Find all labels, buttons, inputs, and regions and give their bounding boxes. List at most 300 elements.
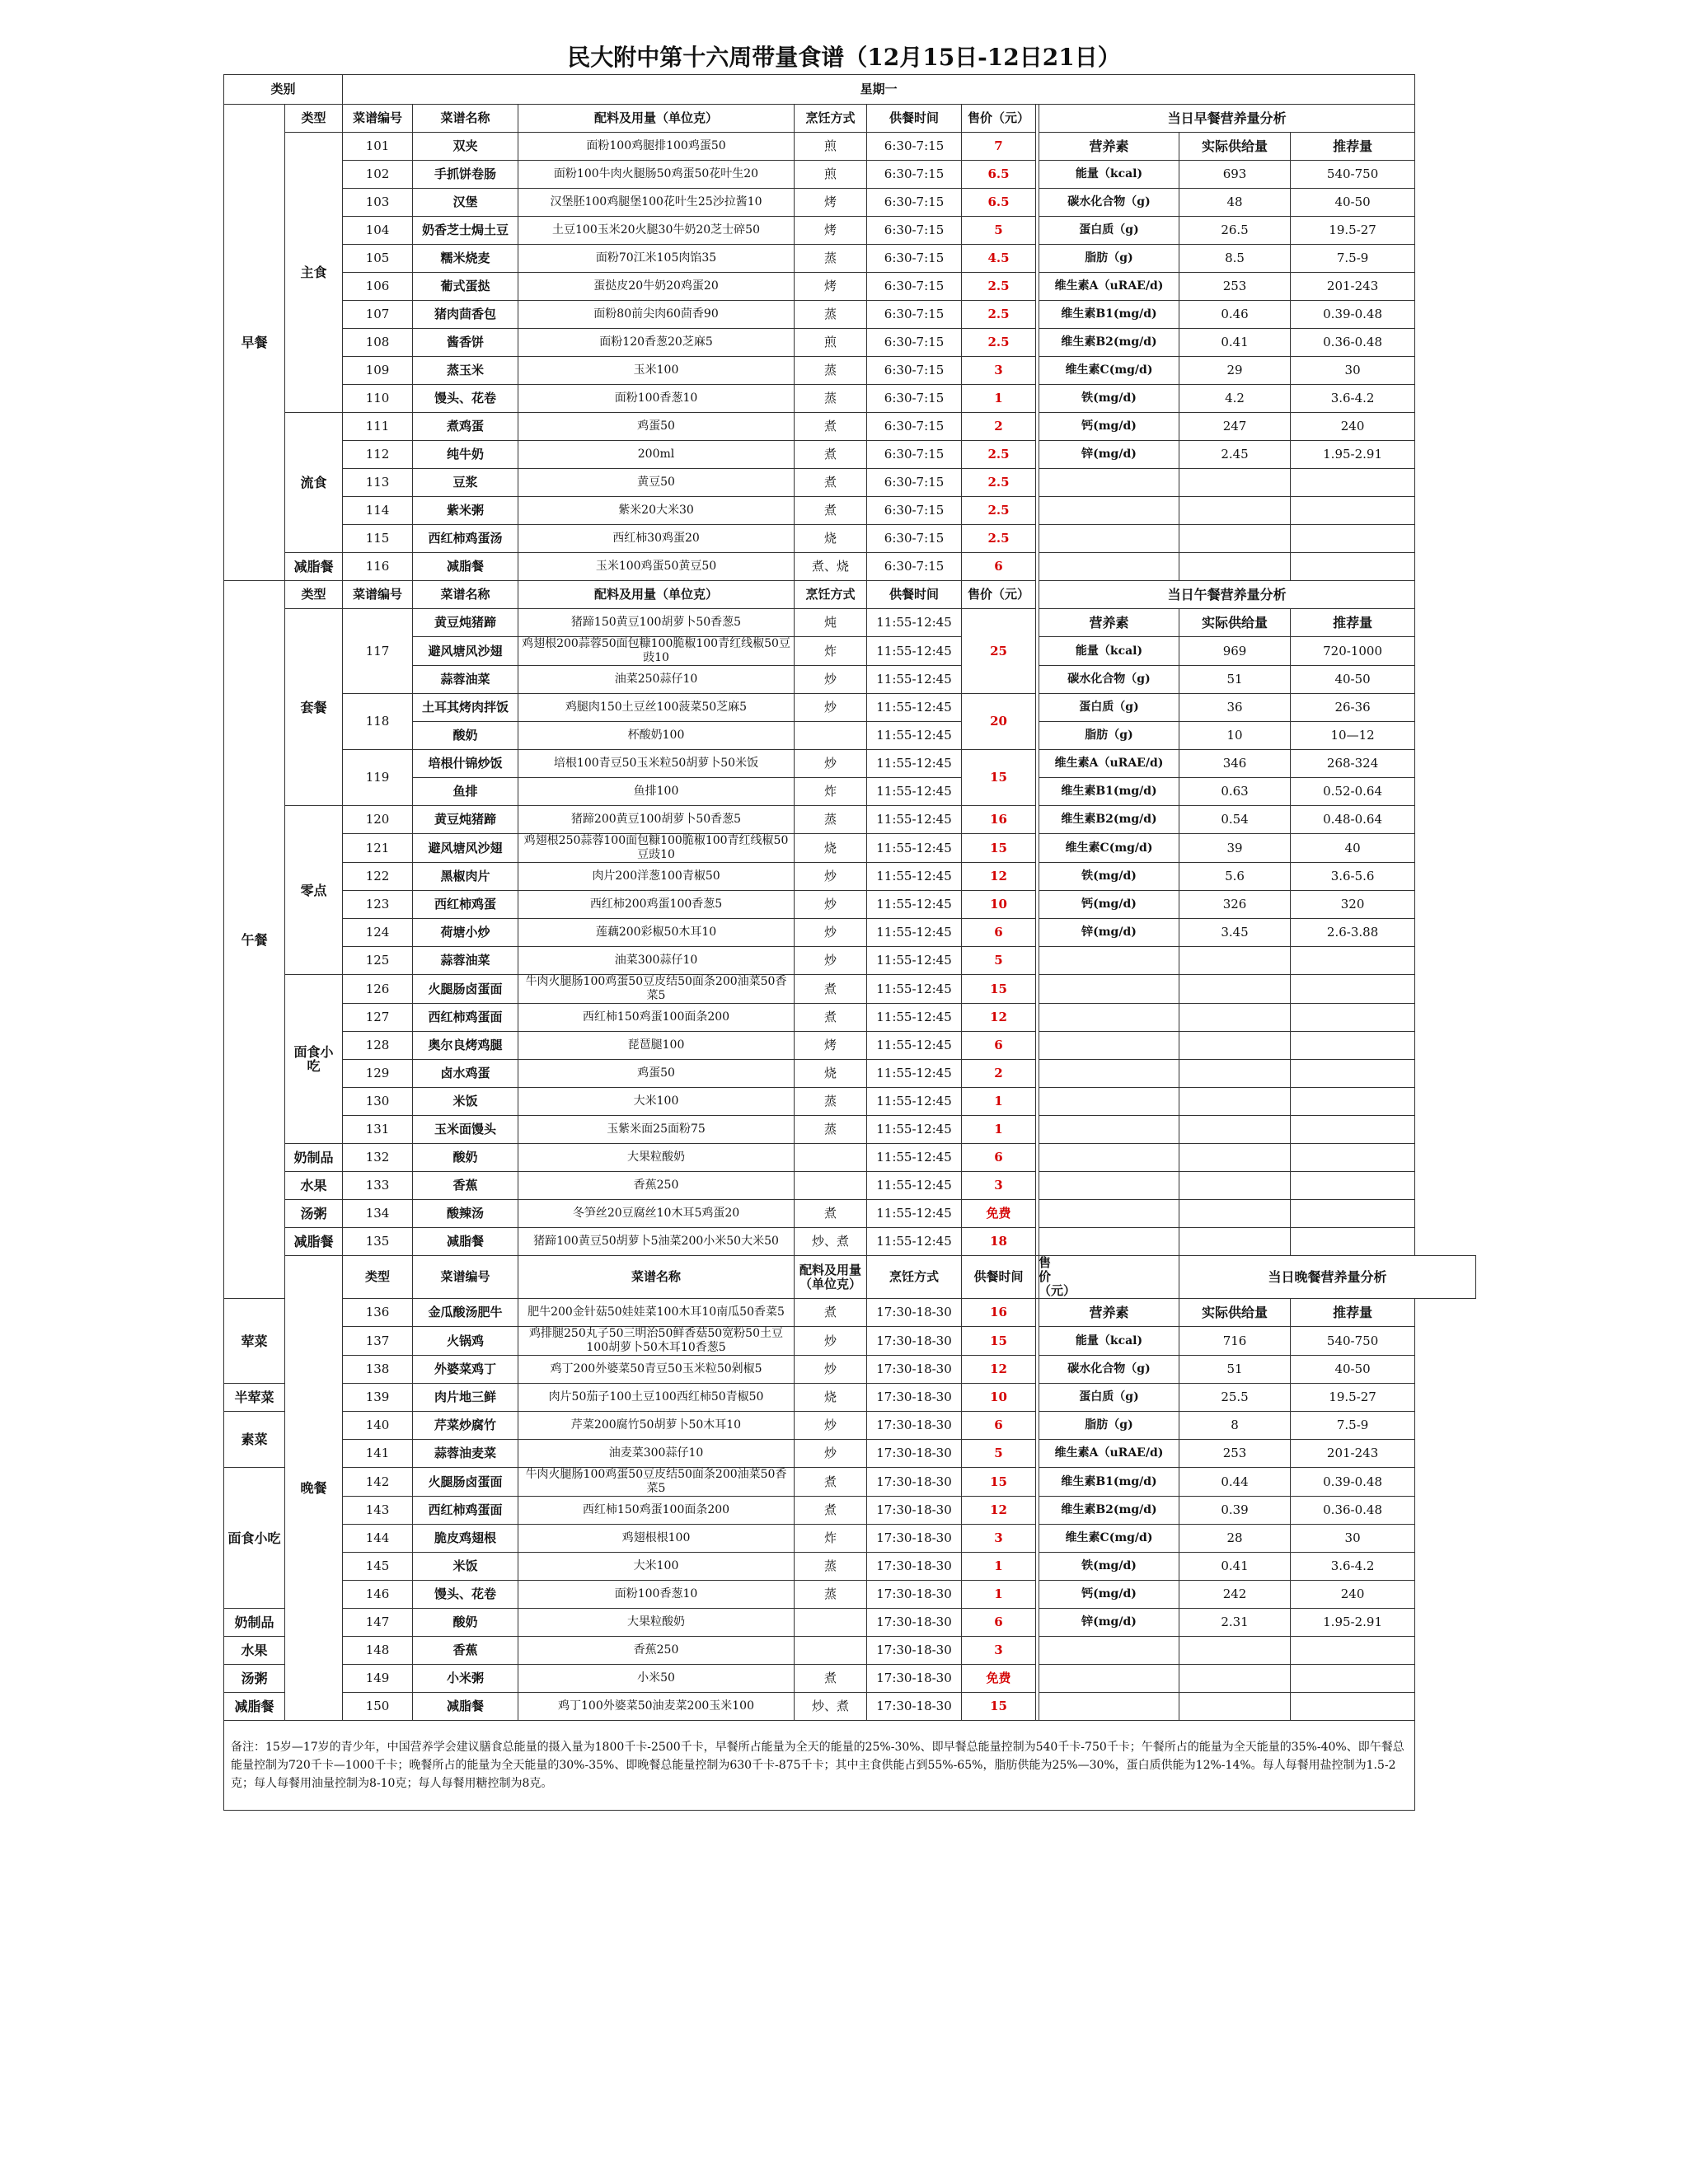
nutrition-recommended: 40-50: [1291, 666, 1415, 694]
col-time-header: 供餐时间: [962, 1256, 1036, 1299]
dish-name: 酸奶: [413, 722, 518, 750]
dish-ingredients: 琵琶腿100: [518, 1032, 795, 1060]
serving-time: 6:30-7:15: [867, 273, 962, 301]
dish-name: 猪肉茴香包: [413, 301, 518, 329]
dish-name: 纯牛奶: [413, 441, 518, 469]
dish-ingredients: 培根100青豆50玉米粒50胡萝卜50米饭: [518, 750, 795, 778]
dish-group: 减脂餐: [285, 1228, 343, 1256]
nutrition-actual: 8: [1179, 1412, 1291, 1440]
dish-ingredients: 面粉100香葱10: [518, 385, 795, 413]
nutrition-empty-cell: [1039, 497, 1179, 525]
col-name-header: 菜谱名称: [413, 581, 518, 609]
cooking-method: 烤: [795, 273, 867, 301]
cooking-method: 煮、烧: [795, 553, 867, 581]
dish-name: 汉堡: [413, 189, 518, 217]
cooking-method: 煮: [795, 1004, 867, 1032]
serving-time: 11:55-12:45: [867, 1228, 962, 1256]
nutrition-item: 锌(mg/d): [1039, 919, 1179, 947]
nutrition-empty-cell: [1039, 1228, 1179, 1256]
dish-code: 147: [343, 1609, 413, 1637]
dish-name: 香蕉: [413, 1172, 518, 1200]
dish-price: 5: [962, 1440, 1036, 1468]
dish-price: 6.5: [962, 189, 1036, 217]
dish-code: 110: [343, 385, 413, 413]
nutrition-empty-cell: [1291, 1144, 1415, 1172]
nutrition-actual: 247: [1179, 413, 1291, 441]
nutrition-empty-cell: [1291, 1693, 1415, 1721]
dish-code: 136: [343, 1299, 413, 1327]
nutrition-empty-cell: [1179, 947, 1291, 975]
dish-name: 奶香芝士焗土豆: [413, 217, 518, 245]
nutrition-item: 维生素B1(mg/d): [1039, 1468, 1179, 1497]
nutrition-empty-cell: [1039, 525, 1179, 553]
dish-ingredients: 猪蹄200黄豆100胡萝卜50香葱5: [518, 806, 795, 834]
col-price-header: 售价（元）: [962, 581, 1036, 609]
nutrition-empty-cell: [1039, 1200, 1179, 1228]
nutrition-recommended: 30: [1291, 357, 1415, 385]
nutrition-item: 维生素B2(mg/d): [1039, 1497, 1179, 1525]
dish-price: 4.5: [962, 245, 1036, 273]
dish-price: 15: [962, 1327, 1036, 1356]
dish-ingredients: 玉紫米面25面粉75: [518, 1116, 795, 1144]
dish-price: 6: [962, 553, 1036, 581]
nutrition-item: 铁(mg/d): [1039, 385, 1179, 413]
nutrition-recommended: 3.6-4.2: [1291, 385, 1415, 413]
nutrition-item: 碳水化合物（g): [1039, 189, 1179, 217]
nutrition-actual: 253: [1179, 1440, 1291, 1468]
dish-ingredients: 汉堡胚100鸡腿堡100花叶生25沙拉酱10: [518, 189, 795, 217]
dish-price: 16: [962, 1299, 1036, 1327]
dish-ingredients: 猪蹄150黄豆100胡萝卜50香葱5: [518, 609, 795, 637]
nutrition-empty-cell: [1039, 975, 1179, 1004]
dish-group: 零点: [285, 806, 343, 975]
nutrition-item: 锌(mg/d): [1039, 441, 1179, 469]
nutrition-empty-cell: [1039, 1172, 1179, 1200]
nutrition-actual: 346: [1179, 750, 1291, 778]
cooking-method: 煮: [795, 975, 867, 1004]
dish-group: 奶制品: [285, 1144, 343, 1172]
nutrition-empty-cell: [1291, 469, 1415, 497]
nutrition-recommended: 540-750: [1291, 1327, 1415, 1356]
dish-code: 145: [343, 1553, 413, 1581]
nutrition-item: 维生素B1(mg/d): [1039, 301, 1179, 329]
dish-price: 免费: [962, 1200, 1036, 1228]
col-time-header: 供餐时间: [867, 581, 962, 609]
dish-code: 115: [343, 525, 413, 553]
dish-price: 6: [962, 919, 1036, 947]
nutrition-recommended: 7.5-9: [1291, 245, 1415, 273]
serving-time: 6:30-7:15: [867, 413, 962, 441]
serving-time: 17:30-18-30: [867, 1609, 962, 1637]
serving-time: 6:30-7:15: [867, 161, 962, 189]
nutrition-recommended: 26-36: [1291, 694, 1415, 722]
cooking-method: [795, 1609, 867, 1637]
nutrition-recommended: 30: [1291, 1525, 1415, 1553]
serving-time: 17:30-18-30: [867, 1693, 962, 1721]
dish-code: 140: [343, 1412, 413, 1440]
nutrition-empty-cell: [1039, 469, 1179, 497]
serving-time: 6:30-7:15: [867, 357, 962, 385]
cooking-method: 炒: [795, 1327, 867, 1356]
cooking-method: 蒸: [795, 1553, 867, 1581]
nutrition-actual: 716: [1179, 1327, 1291, 1356]
dish-price: 2.5: [962, 301, 1036, 329]
nutrition-analysis-title: 当日晚餐营养量分析: [1179, 1256, 1476, 1299]
serving-time: 17:30-18-30: [867, 1497, 962, 1525]
dish-name: 减脂餐: [413, 1228, 518, 1256]
nutrition-item: 脂肪（g): [1039, 1412, 1179, 1440]
nutrition-actual: 25.5: [1179, 1384, 1291, 1412]
dish-ingredients: 西红柿150鸡蛋100面条200: [518, 1004, 795, 1032]
serving-time: 6:30-7:15: [867, 469, 962, 497]
dish-ingredients: 油麦菜300蒜仔10: [518, 1440, 795, 1468]
dish-group: 汤粥: [224, 1665, 285, 1693]
page-title: 民大附中第十六周带量食谱（12月15日-12日21日）: [567, 44, 1121, 71]
dish-price: 1: [962, 1116, 1036, 1144]
serving-time: 6:30-7:15: [867, 133, 962, 161]
col-price-header: 售价（元）: [1036, 1256, 1039, 1299]
cooking-method: 蒸: [795, 1581, 867, 1609]
cooking-method: [795, 722, 867, 750]
weekday-header: 星期一: [343, 75, 1415, 105]
serving-time: 11:55-12:45: [867, 975, 962, 1004]
nutrition-actual: 2.45: [1179, 441, 1291, 469]
set-meal-code: 119: [343, 750, 413, 806]
cooking-method: 煮: [795, 1665, 867, 1693]
dish-name: 米饭: [413, 1553, 518, 1581]
nutrition-empty-cell: [1179, 1693, 1291, 1721]
nutrition-item: 维生素C(mg/d): [1039, 1525, 1179, 1553]
nutrition-empty-cell: [1179, 1088, 1291, 1116]
serving-time: 6:30-7:15: [867, 217, 962, 245]
dish-name: 黄豆炖猪蹄: [413, 806, 518, 834]
col-code-header: 菜谱编号: [343, 581, 413, 609]
dish-price: 5: [962, 947, 1036, 975]
cooking-method: 煮: [795, 1468, 867, 1497]
dish-ingredients: 猪蹄100黄豆50胡萝卜5油菜200小米50大米50: [518, 1228, 795, 1256]
nutrition-item: 脂肪（g): [1039, 245, 1179, 273]
dish-price: 2.5: [962, 469, 1036, 497]
dish-ingredients: 鸡蛋50: [518, 1060, 795, 1088]
dish-ingredients: 黄豆50: [518, 469, 795, 497]
dish-price: 15: [962, 975, 1036, 1004]
dish-ingredients: 鸡翅根根100: [518, 1525, 795, 1553]
cooking-method: 煮: [795, 1299, 867, 1327]
cooking-method: 煮: [795, 441, 867, 469]
cooking-method: 炒: [795, 1412, 867, 1440]
dish-code: 113: [343, 469, 413, 497]
nutrition-recommended: 40: [1291, 834, 1415, 863]
dish-code: 106: [343, 273, 413, 301]
serving-time: 11:55-12:45: [867, 750, 962, 778]
dish-name: 芹菜炒腐竹: [413, 1412, 518, 1440]
serving-time: 11:55-12:45: [867, 1200, 962, 1228]
dish-ingredients: 鸡蛋50: [518, 413, 795, 441]
dish-ingredients: 大米100: [518, 1553, 795, 1581]
dish-name: 西红柿鸡蛋面: [413, 1497, 518, 1525]
dish-code: 138: [343, 1356, 413, 1384]
dish-price: 10: [962, 1384, 1036, 1412]
dish-ingredients: 牛肉火腿肠100鸡蛋50豆皮结50面条200油菜50香菜5: [518, 975, 795, 1004]
nutrition-item: 维生素B2(mg/d): [1039, 806, 1179, 834]
serving-time: 11:55-12:45: [867, 1032, 962, 1060]
nutrition-empty-cell: [1179, 1637, 1291, 1665]
nutrition-recommended-header: 推荐量: [1291, 609, 1415, 637]
cooking-method: 炒: [795, 1356, 867, 1384]
dish-code: 132: [343, 1144, 413, 1172]
col-method-header: 烹饪方式: [867, 1256, 962, 1299]
cooking-method: 烧: [795, 525, 867, 553]
dish-ingredients: 土豆100玉米20火腿30牛奶20芝士碎50: [518, 217, 795, 245]
dish-ingredients: 牛肉火腿肠100鸡蛋50豆皮结50面条200油菜50香菜5: [518, 1468, 795, 1497]
dish-name: 脆皮鸡翅根: [413, 1525, 518, 1553]
col-name-header: 菜谱名称: [518, 1256, 795, 1299]
cooking-method: 煎: [795, 329, 867, 357]
serving-time: 11:55-12:45: [867, 666, 962, 694]
dish-code: 130: [343, 1088, 413, 1116]
dish-price: 18: [962, 1228, 1036, 1256]
nutrition-actual: 969: [1179, 637, 1291, 666]
nutrition-actual: 0.41: [1179, 1553, 1291, 1581]
dish-name: 香蕉: [413, 1637, 518, 1665]
cooking-method: 烤: [795, 189, 867, 217]
nutrition-item: 钙(mg/d): [1039, 413, 1179, 441]
dish-group: 面食小吃: [224, 1468, 285, 1609]
nutrition-actual: 0.54: [1179, 806, 1291, 834]
nutrition-empty-cell: [1291, 1637, 1415, 1665]
dish-group: 减脂餐: [285, 553, 343, 581]
dish-code: 133: [343, 1172, 413, 1200]
nutrition-actual: 26.5: [1179, 217, 1291, 245]
nutrition-item: 维生素C(mg/d): [1039, 357, 1179, 385]
nutrition-recommended: 3.6-5.6: [1291, 863, 1415, 891]
dish-name: 减脂餐: [413, 1693, 518, 1721]
nutrition-empty-cell: [1179, 1228, 1291, 1256]
nutrition-item: 蛋白质（g): [1039, 217, 1179, 245]
nutrition-empty-cell: [1039, 1144, 1179, 1172]
dish-name: 避风塘风沙翅: [413, 834, 518, 863]
dish-price: 2: [962, 1060, 1036, 1088]
dish-ingredients: 大米100: [518, 1088, 795, 1116]
nutrition-actual: 51: [1179, 1356, 1291, 1384]
serving-time: 17:30-18-30: [867, 1525, 962, 1553]
nutrition-empty-cell: [1291, 1665, 1415, 1693]
col-type-header: 类型: [285, 105, 343, 133]
dish-code: 143: [343, 1497, 413, 1525]
serving-time: 11:55-12:45: [867, 947, 962, 975]
nutrition-recommended: 7.5-9: [1291, 1412, 1415, 1440]
category-header: 类别: [224, 75, 343, 105]
nutrition-empty-cell: [1039, 1088, 1179, 1116]
cooking-method: 蒸: [795, 385, 867, 413]
nutrition-empty-cell: [1179, 525, 1291, 553]
dish-name: 肉片地三鲜: [413, 1384, 518, 1412]
dish-ingredients: 鸡丁200外婆菜50青豆50玉米粒50剁椒5: [518, 1356, 795, 1384]
dish-group: 流食: [285, 413, 343, 553]
nutrition-recommended: 201-243: [1291, 273, 1415, 301]
dish-name: 荷塘小炒: [413, 919, 518, 947]
nutrition-item: 维生素A（uRAE/d): [1039, 750, 1179, 778]
cooking-method: 蒸: [795, 1088, 867, 1116]
dish-group: 套餐: [285, 609, 343, 806]
nutrition-item: 钙(mg/d): [1039, 1581, 1179, 1609]
cooking-method: 炒: [795, 863, 867, 891]
dish-group: 荤菜: [224, 1299, 285, 1384]
nutrition-empty-cell: [1179, 1200, 1291, 1228]
nutrition-empty-cell: [1179, 497, 1291, 525]
dish-ingredients: 玉米100鸡蛋50黄豆50: [518, 553, 795, 581]
nutrition-item: 能量（kcal): [1039, 161, 1179, 189]
cooking-method: 煮: [795, 469, 867, 497]
dish-group: 面食小吃: [285, 975, 343, 1144]
col-ingredients-header: 配料及用量（单位克）: [518, 105, 795, 133]
col-type-header: 类型: [285, 581, 343, 609]
cooking-method: 煮: [795, 1497, 867, 1525]
meal-lunch: 午餐: [224, 581, 285, 1299]
nutrition-recommended: 19.5-27: [1291, 217, 1415, 245]
dish-price: 12: [962, 863, 1036, 891]
dish-price: 3: [962, 357, 1036, 385]
dish-code: 144: [343, 1525, 413, 1553]
dish-code: 134: [343, 1200, 413, 1228]
dish-group: 半荤菜: [224, 1384, 285, 1412]
dish-name: 奥尔良烤鸡腿: [413, 1032, 518, 1060]
nutrition-item: 维生素A（uRAE/d): [1039, 273, 1179, 301]
nutrition-recommended: 40-50: [1291, 1356, 1415, 1384]
cooking-method: 炸: [795, 637, 867, 666]
nutrition-recommended: 10—12: [1291, 722, 1415, 750]
dish-ingredients: 面粉100鸡腿排100鸡蛋50: [518, 133, 795, 161]
cooking-method: 煮: [795, 413, 867, 441]
dish-name: 黑椒肉片: [413, 863, 518, 891]
dish-ingredients: 鱼排100: [518, 778, 795, 806]
nutrition-actual-header: 实际供给量: [1179, 1299, 1291, 1327]
nutrition-empty-cell: [1179, 469, 1291, 497]
dish-code: 129: [343, 1060, 413, 1088]
dish-ingredients: 面粉70江米105肉馅35: [518, 245, 795, 273]
col-code-header: 菜谱编号: [413, 1256, 518, 1299]
col-time-header: 供餐时间: [867, 105, 962, 133]
dish-code: 131: [343, 1116, 413, 1144]
nutrition-recommended: 320: [1291, 891, 1415, 919]
nutrition-recommended: 540-750: [1291, 161, 1415, 189]
dish-price: 2.5: [962, 329, 1036, 357]
dish-code: 101: [343, 133, 413, 161]
dish-price: 12: [962, 1356, 1036, 1384]
nutrition-empty-cell: [1039, 1060, 1179, 1088]
dish-name: 避风塘风沙翅: [413, 637, 518, 666]
dish-price: 2.5: [962, 497, 1036, 525]
cooking-method: 炒: [795, 666, 867, 694]
dish-name: 蒜蓉油菜: [413, 666, 518, 694]
dish-ingredients: 面粉120香葱20芝麻5: [518, 329, 795, 357]
nutrition-actual: 5.6: [1179, 863, 1291, 891]
dish-code: 120: [343, 806, 413, 834]
nutrition-analysis-title: 当日午餐营养量分析: [1039, 581, 1415, 609]
cooking-method: 炒、煮: [795, 1228, 867, 1256]
dish-code: 141: [343, 1440, 413, 1468]
dish-price: 3: [962, 1637, 1036, 1665]
serving-time: 11:55-12:45: [867, 806, 962, 834]
dish-code: 123: [343, 891, 413, 919]
serving-time: 11:55-12:45: [867, 1144, 962, 1172]
serving-time: 11:55-12:45: [867, 1116, 962, 1144]
cooking-method: 蒸: [795, 245, 867, 273]
dish-price: 1: [962, 1088, 1036, 1116]
dish-name: 火腿肠卤蛋面: [413, 1468, 518, 1497]
nutrition-actual: 0.41: [1179, 329, 1291, 357]
serving-time: 17:30-18-30: [867, 1553, 962, 1581]
dish-ingredients: 鸡排腿250丸子50三明治50鲜香菇50宽粉50土豆100胡萝卜50木耳10香葱5: [518, 1327, 795, 1356]
nutrition-item: 钙(mg/d): [1039, 891, 1179, 919]
dish-code: 114: [343, 497, 413, 525]
dish-name: 卤水鸡蛋: [413, 1060, 518, 1088]
nutrition-item: 铁(mg/d): [1039, 1553, 1179, 1581]
dish-ingredients: 大果粒酸奶: [518, 1609, 795, 1637]
dish-ingredients: 香蕉250: [518, 1172, 795, 1200]
cooking-method: 煎: [795, 161, 867, 189]
nutrition-actual: 0.39: [1179, 1497, 1291, 1525]
dish-name: 西红柿鸡蛋面: [413, 1004, 518, 1032]
dish-price: 1: [962, 1553, 1036, 1581]
dish-name: 火锅鸡: [413, 1327, 518, 1356]
nutrition-item: 碳水化合物（g): [1039, 1356, 1179, 1384]
dish-name: 土耳其烤肉拌饭: [413, 694, 518, 722]
dish-name: 馒头、花卷: [413, 1581, 518, 1609]
nutrition-analysis-title: 当日早餐营养量分析: [1039, 105, 1415, 133]
dish-ingredients: 香蕉250: [518, 1637, 795, 1665]
nutrition-item: 脂肪（g): [1039, 722, 1179, 750]
set-meal-code: 117: [343, 609, 413, 694]
nutrition-item-header: 营养素: [1039, 1299, 1179, 1327]
nutrition-recommended: 0.36-0.48: [1291, 1497, 1415, 1525]
dish-price: 16: [962, 806, 1036, 834]
dish-price: 1: [962, 385, 1036, 413]
nutrition-actual: 28: [1179, 1525, 1291, 1553]
col-ingredients-header: 配料及用量（单位克）: [795, 1256, 867, 1299]
cooking-method: 炒: [795, 694, 867, 722]
serving-time: 17:30-18-30: [867, 1637, 962, 1665]
cooking-method: 煎: [795, 133, 867, 161]
dish-name: 蒸玉米: [413, 357, 518, 385]
dish-name: 小米粥: [413, 1665, 518, 1693]
nutrition-empty-cell: [1179, 1665, 1291, 1693]
cooking-method: 炸: [795, 1525, 867, 1553]
cooking-method: 炒: [795, 919, 867, 947]
nutrition-actual: 39: [1179, 834, 1291, 863]
serving-time: 6:30-7:15: [867, 189, 962, 217]
nutrition-item: 维生素B1(mg/d): [1039, 778, 1179, 806]
dish-price: 6: [962, 1412, 1036, 1440]
nutrition-empty-cell: [1291, 497, 1415, 525]
col-method-header: 烹饪方式: [795, 105, 867, 133]
dish-code: 146: [343, 1581, 413, 1609]
nutrition-recommended: 0.36-0.48: [1291, 329, 1415, 357]
cooking-method: 蒸: [795, 1116, 867, 1144]
dish-ingredients: 面粉100香葱10: [518, 1581, 795, 1609]
cooking-method: 炸: [795, 778, 867, 806]
nutrition-recommended-header: 推荐量: [1291, 133, 1415, 161]
dish-name: 紫米粥: [413, 497, 518, 525]
dish-code: 127: [343, 1004, 413, 1032]
serving-time: 11:55-12:45: [867, 637, 962, 666]
nutrition-empty-cell: [1179, 1032, 1291, 1060]
nutrition-empty-cell: [1291, 1172, 1415, 1200]
dish-ingredients: 鸡腿肉150土豆丝100菠菜50芝麻5: [518, 694, 795, 722]
dish-ingredients: 蛋挞皮20牛奶20鸡蛋20: [518, 273, 795, 301]
serving-time: 6:30-7:15: [867, 525, 962, 553]
dish-name: 豆浆: [413, 469, 518, 497]
